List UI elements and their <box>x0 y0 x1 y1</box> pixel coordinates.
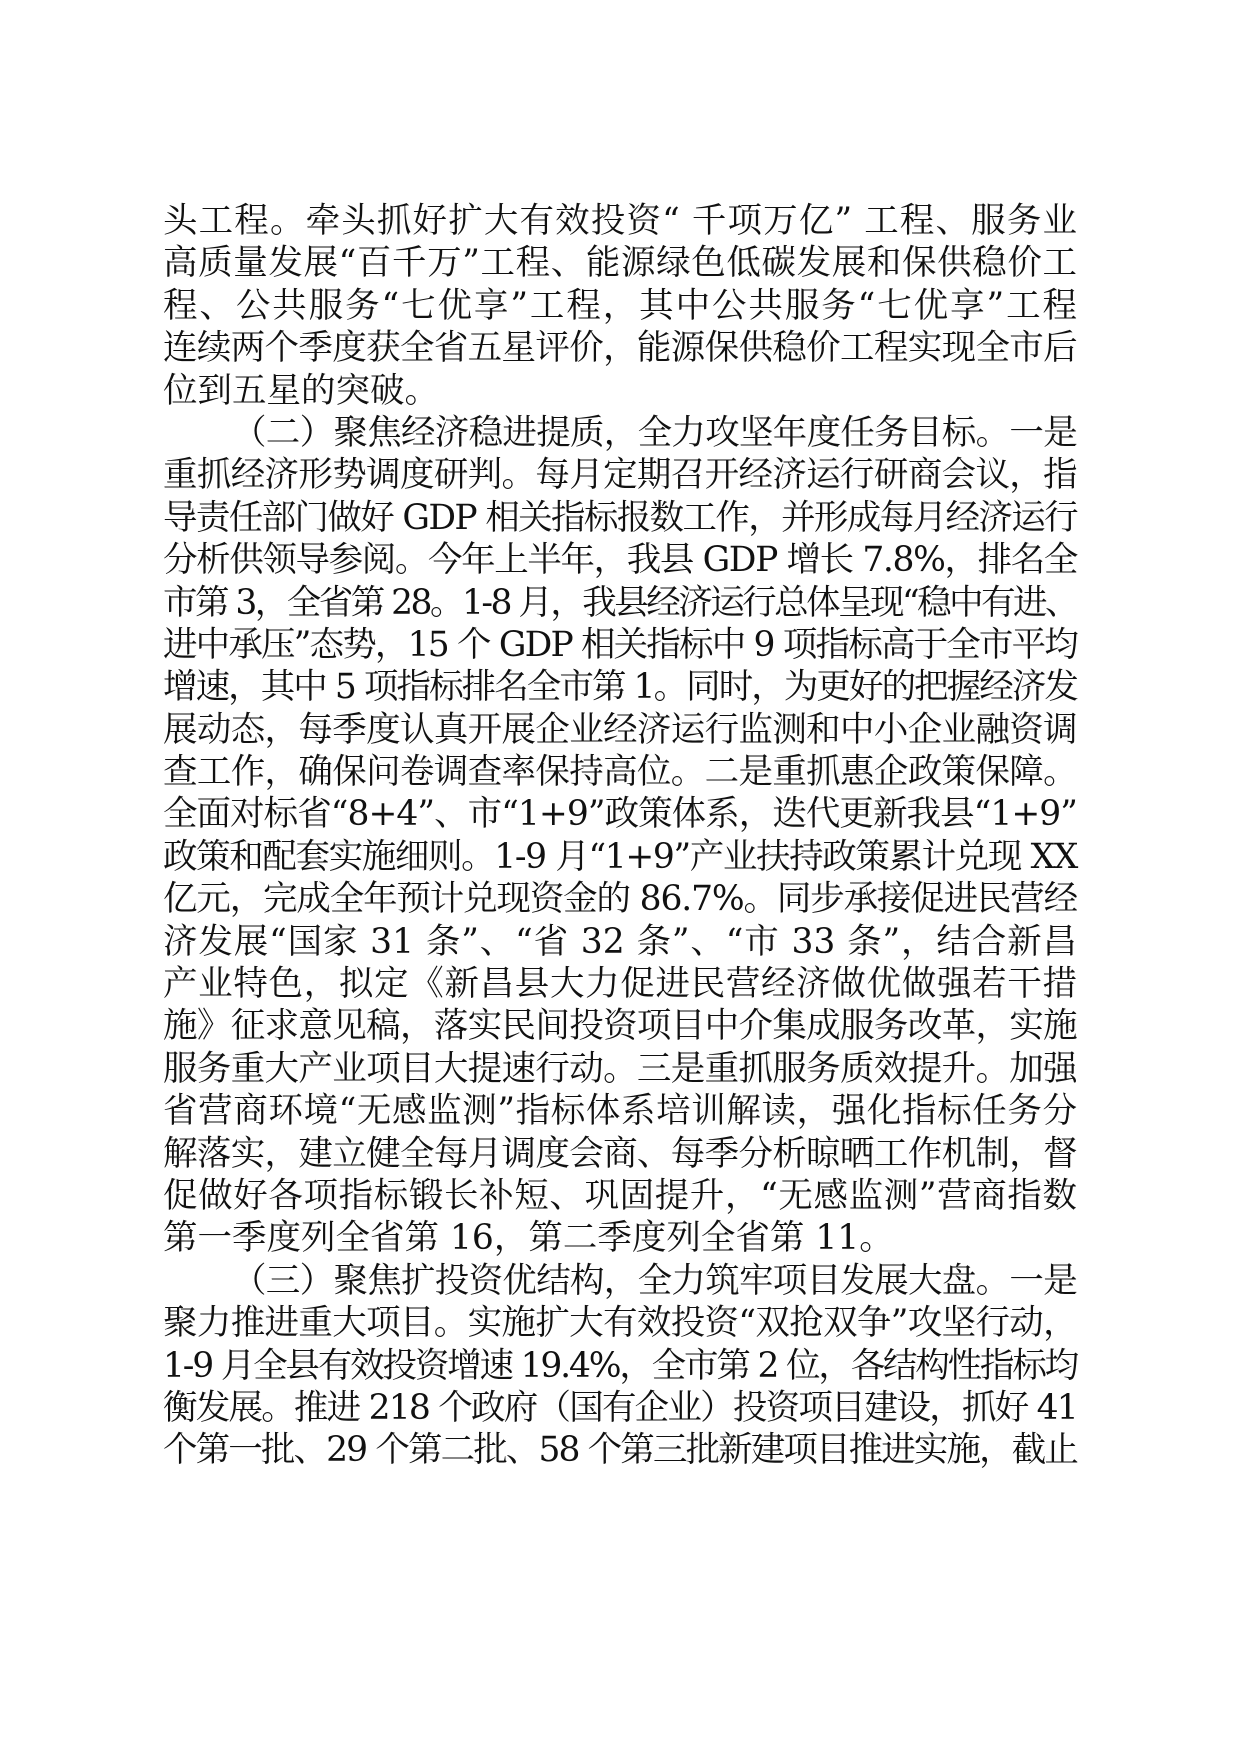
text-line: 增速，其中 5 项指标排名全市第 1。同时，为更好的把握经济发 <box>163 667 1077 708</box>
text-line: 1-9 月全县有效投资增速 19.4%，全市第 2 位，各结构性指标均 <box>163 1345 1078 1386</box>
text-line: 市第 3，全省第 28。1-8 月，我县经济运行总体呈现“稳中有进、 <box>163 582 1077 623</box>
text-line: 头工程。牵头抓好扩大有效投资“ 千项万亿” 工程、服务业 <box>163 201 1077 241</box>
paragraph-3 <box>163 1260 1077 1472</box>
text-line: 产业特色，拟定《新昌县大力促进民营经济做优做强若干措 <box>163 964 1077 1005</box>
text-line: 进中承压”态势，15 个 GDP 相关指标中 9 项指标高于全市平均 <box>163 624 1077 665</box>
text-line: 导责任部门做好 GDP 相关指标报数工作，并形成每月经济运行 <box>163 497 1077 538</box>
text-line: 促做好各项指标锻长补短、巩固提升，“无感监测”营商指数 <box>163 1175 1077 1216</box>
text-line: 服务重大产业项目大提速行动。三是重抓服务质效提升。加强 <box>163 1048 1077 1089</box>
text-line: 济发展“国家 31 条”、“省 32 条”、“市 33 条”，结合新昌 <box>163 921 1077 962</box>
paragraph-1 <box>163 200 1077 412</box>
text-line: 查工作，确保问卷调查率保持高位。二是重抓惠企政策保障。 <box>163 752 1077 793</box>
text-line: 聚力推进重大项目。实施扩大有效投资“双抢双争”攻坚行动， <box>163 1303 1077 1344</box>
text-line: 程、公共服务“七优享”工程，其中公共服务“七优享”工程 <box>163 285 1077 326</box>
text-line: 全面对标省“8+4”、市“1+9”政策体系，迭代更新我县“1+9” <box>163 794 1077 835</box>
text-line: 施》征求意见稿，落实民间投资项目中介集成服务改革，实施 <box>163 1006 1077 1047</box>
text-line: 连续两个季度获全省五星评价，能源保供稳价工程实现全市后 <box>163 328 1077 369</box>
text-line: 解落实，建立健全每月调度会商、每季分析晾晒工作机制，督 <box>163 1133 1077 1174</box>
text-line: 展动态，每季度认真开展企业经济运行监测和中小企业融资调 <box>163 709 1077 750</box>
text-line: 个第一批、29 个第二批、58 个第三批新建项目推进实施，截止 <box>163 1430 1077 1471</box>
text-line: 位到五星的突破。 <box>163 370 439 411</box>
text-line: 政策和配套实施细则。1-9 月“1+9”产业扶持政策累计兑现 XX <box>163 836 1077 877</box>
text-line: 重抓经济形势调度研判。每月定期召开经济运行研商会议，指 <box>163 455 1077 496</box>
section-heading-line: （二）聚焦经济稳进提质，全力攻坚年度任务目标。一是 <box>232 412 1077 453</box>
text-line: 省营商环境“无感监测”指标体系培训解读，强化指标任务分 <box>163 1091 1077 1132</box>
text-line: 衡发展。推进 218 个政府（国有企业）投资项目建设，抓好 41 <box>163 1387 1077 1428</box>
document-body <box>163 200 1077 1472</box>
text-line: 分析供领导参阅。今年上半年，我县 GDP 增长 7.8%，排名全 <box>163 540 1077 581</box>
text-line: 亿元，完成全年预计兑现资金的 86.7%。同步承接促进民营经 <box>163 879 1077 920</box>
paragraph-2 <box>163 412 1077 1260</box>
text-line: 第一季度列全省第 16，第二季度列全省第 11。 <box>163 1218 894 1259</box>
section-heading-line: （三）聚焦扩投资优结构，全力筑牢项目发展大盘。一是 <box>232 1260 1077 1301</box>
text-line: 高质量发展“百千万”工程、能源绿色低碳发展和保供稳价工 <box>163 243 1077 284</box>
